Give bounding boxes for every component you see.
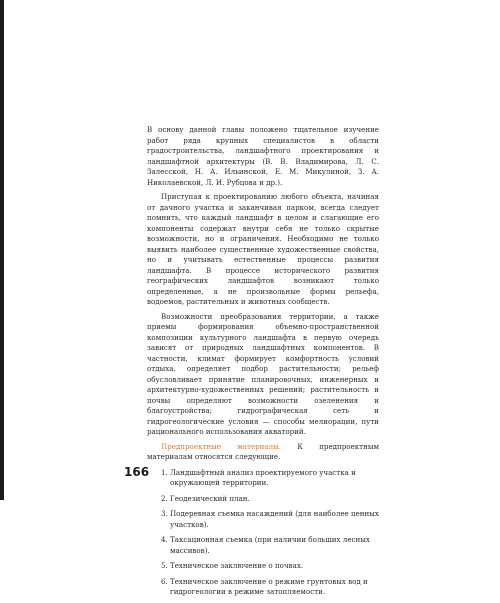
list-item-number: 1. — [161, 467, 168, 477]
page-edge-bar — [0, 0, 4, 500]
list-item — [161, 468, 379, 489]
list-item — [161, 561, 379, 572]
list-item-text: Таксационная съемка (при наличии больших лесных массивов). — [170, 535, 370, 555]
list-item — [161, 535, 379, 556]
list-item-text: Техническое заключение о режиме грунтовых вод и гидрогеологии в режиме затопляемости. — [170, 576, 368, 596]
list-item-number: 3. — [161, 509, 168, 518]
page-number: 166 — [124, 465, 150, 479]
list-item-number: 2. — [161, 493, 168, 503]
pre-design-list — [147, 468, 379, 598]
list-item-text: Ландшафтный анализ проектируемого участка и окружающей территории. — [170, 467, 356, 487]
paragraph-intro: В основу данной главы положено тщательное изучение работ ряда крупных специалистов в области градостроительства, ландшафтного проектирования и ландшафтной архитектуры (В. В. Владимирова, Л. С. Залесской, Н. А. Ильинской, Е. М. Микулиной, З. А. Николаевской, Л. И. Рубцова и др.). — [147, 125, 379, 187]
list-item-number: 4. — [161, 535, 168, 544]
list-item-text: Техническое заключение о почвах. — [170, 561, 304, 570]
list-item — [161, 577, 379, 598]
page-body — [147, 125, 379, 603]
list-item — [161, 509, 379, 530]
list-item-number: 5. — [161, 561, 168, 570]
list-item-number: 6. — [161, 576, 168, 586]
list-item-text: Подеревная съемка насаждений (для наиболее ценных участков). — [170, 509, 379, 529]
paragraph-landscape: Приступая к проектированию любого объекта, начиная от дачного участка и заканчивая парком, всегда следует помнить, что каждый ландшафт в целом и слагающие его компоненты содержат внутри себя не только скрытые возможности, но и ограничения. Необходимо не только выявить наиболее существенные художественные свойства, но и учитывать естественные процессы развития ландшафта. В процессе исторического развития географических ландшафтов возникают только определенные, а не произвольные формы рельефа, водоемов, растительных и животных сообществ. — [147, 192, 379, 306]
pre-design-label: Предпроектные материалы. — [161, 441, 282, 451]
paragraph-transformation: Возможности преобразования территории, а также приемы формирования объемно-пространственной композиции культурного ландшафта в первую очередь зависят от природных ландшафтных компонентов. В частности, климат формирует комфортность условий отдыха, определяет подбор растительности; рельеф обусловливает принятие планировочных, инженерных и архитектурно-художественных решений; растительность и почвы определяют возможности озеленения и благоустройства; гидрографическая сеть и гидрогеологические условия — способы мелиорации, пути рационального использования акваторий. — [147, 311, 379, 436]
list-item — [161, 494, 379, 505]
paragraph-pre-design — [147, 442, 379, 463]
pre-design-text: К предпроектным материалам относятся следующие. — [147, 441, 379, 461]
list-item-text: Геодезический план. — [170, 493, 250, 503]
